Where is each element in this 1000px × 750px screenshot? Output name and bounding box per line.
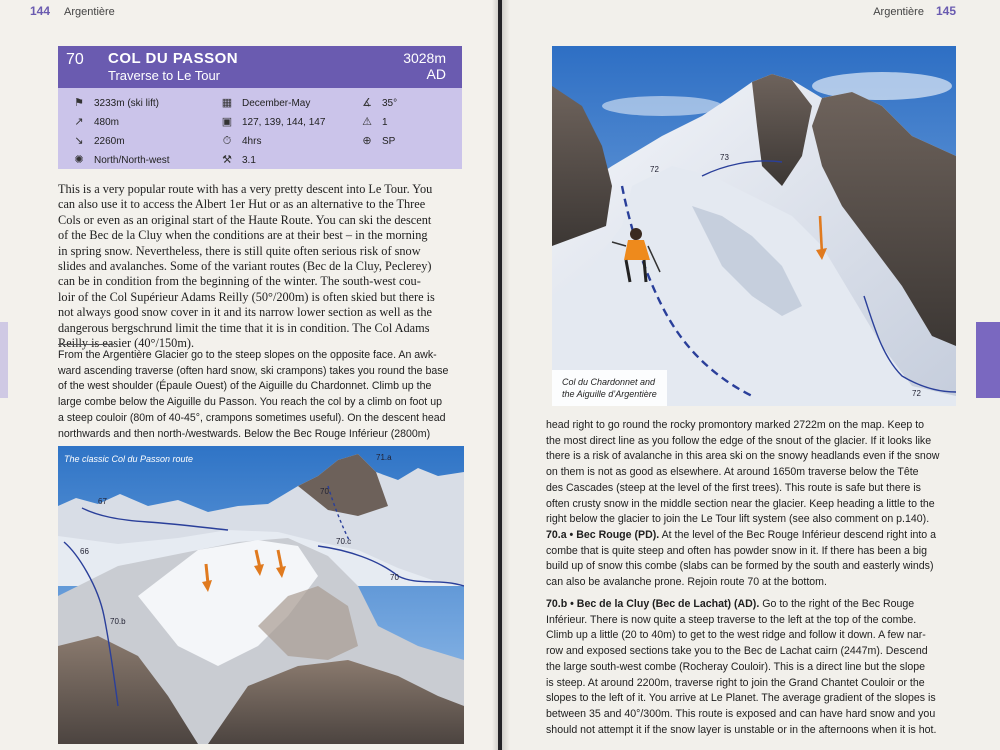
photo-label-67: 67 bbox=[98, 497, 107, 506]
left-edge-tab bbox=[0, 322, 8, 398]
variant-70b: 70.b • Bec de la Cluy (Bec de Lachat) (AD). Go to the right of the Bec Rouge Inférieur. There is now quite a steep traverse to the left at the top of the combe. Climb up a little (20 to 40m) to get to the west ridge and follow it down. A few nar- row and exposed sections take you to the Bec de Lachat cairn (2447m). Descend the large south-west combe (Rocheray Couloir). This is a direct line but the slope is steep. At around 2200m, traverse right to join the Grand Chantet Couloir or the slopes to the left of it. You arrive at Le Planet. The average gradient of the slopes is between 35 and 40°/300m. This route is exposed and can have hard snow and you should not attempt it if the snow layer is unstable or in the afternoons when it is hot. bbox=[546, 598, 937, 736]
route-grade: AD bbox=[426, 66, 446, 82]
right-page bbox=[502, 0, 1000, 750]
photo-caption-right: Col du Chardonnet and the Aiguille d’Argentière bbox=[552, 370, 667, 406]
route-description: From the Argentière Glacier go to the steep slopes on the opposite face. An awk- ward ascending traverse (often hard snow, ski crampons) takes you round the base of the west shoulder (Épaule Ouest) of the Aiguille du Chardonnet. Climb up the large combe below the Aiguille du Passon. You reach the col by a climb on foot up a steep couloir (80m of 40-45°, crampons sometimes useful). On the descent head northwards and then north-/westwards. Below the Bec Rouge Inférieur (2800m) bbox=[58, 349, 449, 440]
left-running-head bbox=[30, 4, 115, 18]
route-altitude: 3028m bbox=[403, 50, 446, 66]
photo-label-72-right: 72 bbox=[912, 389, 921, 398]
book-gutter bbox=[492, 0, 510, 750]
photo-label-70-top: 70 bbox=[320, 487, 329, 496]
route-name: COL DU PASSON bbox=[108, 50, 239, 67]
equipment-icon: ⊕ bbox=[362, 135, 372, 147]
col-du-passon-photo bbox=[58, 446, 464, 744]
aiguille-argentiere-illustration bbox=[552, 46, 956, 406]
route-subtitle: Traverse to Le Tour bbox=[108, 68, 220, 83]
running-title-left: Argentière bbox=[64, 6, 115, 18]
warning-triangle-icon: ⚠ bbox=[362, 116, 372, 128]
calendar-icon: ▦ bbox=[221, 97, 233, 109]
right-running-head bbox=[873, 4, 956, 18]
col-du-chardonnet-photo bbox=[552, 46, 956, 406]
route-header bbox=[58, 46, 462, 88]
map-icon: ▣ bbox=[221, 116, 233, 128]
photo-label-71a: 71.a bbox=[376, 453, 392, 462]
flag-icon: ⚑ bbox=[74, 97, 84, 109]
ice-axe-icon: ⚒ bbox=[222, 154, 232, 166]
left-page bbox=[0, 0, 498, 750]
running-title-right: Argentière bbox=[873, 6, 924, 18]
page-number-right: 145 bbox=[935, 4, 956, 18]
slope-angle-icon: ∡ bbox=[362, 97, 372, 109]
stopwatch-icon: ⏱ bbox=[222, 135, 232, 147]
route-info-box: 70 COL DU PASSON Traverse to Le Tour 3028m AD ⚑ 3233m (ski lift) ▦ December-May ∡ 35° ↗ 480m ▣ 127, 139, 144, 147 ⚠ 1 ↘ 2260m ⏱ 4hrs ⊕ SP ✺ North/North-west ⚒ 3.1 bbox=[58, 46, 462, 169]
photo-label-66: 66 bbox=[80, 547, 89, 556]
photo-label-73: 73 bbox=[720, 153, 729, 162]
compass-icon: ✺ bbox=[74, 154, 84, 166]
photo-label-70c: 70.c bbox=[336, 537, 352, 546]
photo-caption-left: The classic Col du Passon route bbox=[64, 454, 194, 464]
variant-70a: 70.a • Bec Rouge (PD). At the level of the Bec Rouge Inférieur descend right into a combe that is quite steep and often has powder snow in it. If there has been a big build up of snow this combe (slabs can be formed by the south and easterly winds) can also be avalanche prone. Rejoin route 70 at the bottom. bbox=[546, 529, 937, 589]
photo-label-70-right: 70 bbox=[390, 573, 399, 582]
photo-label-70b: 70.b bbox=[110, 617, 126, 626]
route-description-continued: head right to go round the rocky promontory marked 2722m on the map. Keep to the most direct line as you follow the edge of the snout of the glacier. If it looks like there is a risk of avalanche in this area ski on the snowy headlands even if the snow on them is not as good as elsewhere. At around 1650m traverse below the Tête des Cascades (steep at the level of the first trees). This route is safe but there is often crusty snow in the middle section near the glacier. Keep heading a little to the right below the glacier to join the Le Tour lift system (see also comment on p.140). bbox=[546, 419, 940, 526]
chapter-thumb-tab bbox=[976, 322, 1000, 398]
route-introduction: This is a very popular route with has a very pretty descent into Le Tour. You can also use it to access the Albert 1er Hut or as an alternative to the Three Cols or even as an original start of the Haute Route. You can ski the descent of the Bec de la Cluy when the conditions are at their best – in the morning in spring snow. Nevertheless, there is still quite often serious risk of snow slides and avalanches. Some of the variant routes (Bec de la Cluy, Peclerey) can be in condition from the beginning of the winter. The south-west cou- loir of the Col Supérieur Adams Reilly (50°/200m) is often skied but there is not always good snow cover in it and its narrow lower section as well as the dangerous bergschrund limit the time that it is in condition. The Col Adams Reilly is easier (40°/150m). bbox=[58, 182, 435, 351]
variant-70a-title: 70.a • Bec Rouge (PD). bbox=[546, 529, 660, 541]
route-number: 70 bbox=[66, 51, 84, 68]
mountain-panorama-illustration bbox=[58, 446, 464, 744]
ascent-arrow-icon: ↗ bbox=[74, 116, 84, 128]
photo-label-72-left: 72 bbox=[650, 165, 659, 174]
page-number-left: 144 bbox=[30, 4, 51, 18]
section-divider bbox=[58, 344, 114, 345]
descent-arrow-icon: ↘ bbox=[74, 135, 84, 147]
variant-70b-title: 70.b • Bec de la Cluy (Bec de Lachat) (AD). bbox=[546, 598, 760, 610]
